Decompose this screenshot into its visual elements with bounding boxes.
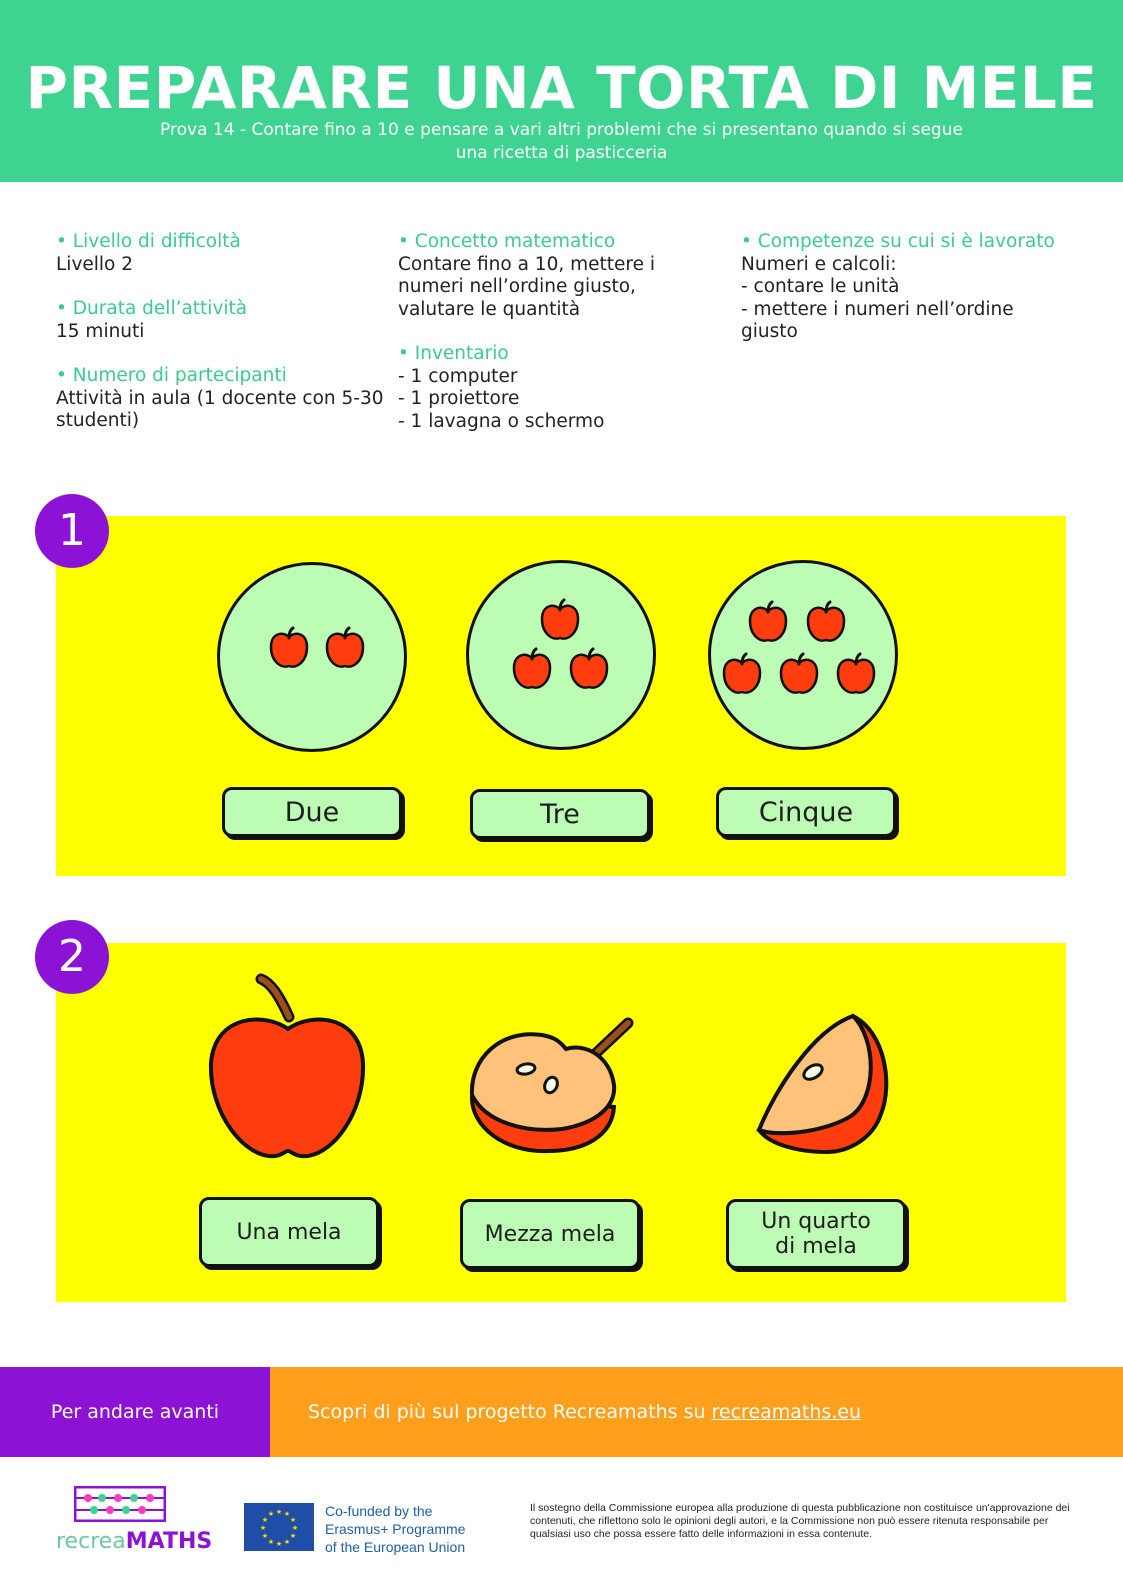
- svg-text:★: ★: [267, 1510, 275, 1518]
- svg-text:★: ★: [267, 1538, 275, 1546]
- info-value: - 1 computer - 1 proiettore - 1 lavagna o schermo: [398, 365, 605, 432]
- apple-icon: [750, 602, 786, 641]
- info-label: • Livello di difficoltà: [56, 231, 386, 254]
- svg-text:★: ★: [261, 1532, 269, 1540]
- step-1-badge: 1: [35, 494, 109, 568]
- info-label: • Concetto matematico: [398, 231, 668, 254]
- apple-icon: [781, 654, 817, 693]
- label-due: Due: [222, 787, 402, 837]
- label-una-mela: Una mela: [199, 1197, 379, 1267]
- whole-apple-icon: [205, 973, 370, 1163]
- apple-group-icon: [220, 565, 403, 748]
- apple-group-icon: [711, 563, 894, 746]
- label-tre: Tre: [470, 789, 650, 839]
- info-label: • Numero di partecipanti: [56, 365, 386, 388]
- label-cinque: Cinque: [716, 787, 896, 837]
- abacus-logo-icon: [74, 1486, 166, 1522]
- label-mezza-mela: Mezza mela: [460, 1199, 640, 1269]
- info-duration: [56, 298, 386, 343]
- apple-icon: [327, 628, 363, 667]
- svg-text:★: ★: [283, 1510, 291, 1518]
- info-column-2: [398, 231, 668, 455]
- svg-text:★: ★: [275, 1508, 283, 1516]
- info-participants: [56, 365, 386, 433]
- info-value: 15 minuti: [56, 320, 145, 342]
- info-value: Attività in aula (1 docente con 5-30 studenti): [56, 387, 384, 431]
- svg-text:★: ★: [291, 1524, 299, 1532]
- count-circle-three: [466, 560, 656, 750]
- svg-text:★: ★: [275, 1540, 283, 1548]
- apple-icon: [808, 602, 844, 641]
- svg-text:★: ★: [289, 1516, 297, 1524]
- logo-text-a: recrea: [56, 1529, 126, 1554]
- footer-next-steps: Per andare avanti: [0, 1367, 270, 1457]
- svg-text:★: ★: [261, 1516, 269, 1524]
- info-column-1: [56, 231, 386, 455]
- apple-icon: [724, 654, 760, 693]
- svg-text:★: ★: [289, 1532, 297, 1540]
- info-difficulty: [56, 231, 386, 276]
- info-label: • Durata dell’attività: [56, 298, 386, 321]
- info-value: Livello 2: [56, 253, 134, 275]
- page-title: PREPARARE UNA TORTA DI MELE: [25, 54, 1098, 122]
- apple-group-icon: [469, 563, 652, 746]
- footer-project-text: Scopri di più sul progetto Recreamaths su: [308, 1401, 706, 1423]
- footer-project-info: [270, 1367, 1123, 1457]
- eu-funding-text: Co-funded by the Erasmus+ Programme of the European Union: [325, 1503, 466, 1555]
- apple-icon: [838, 654, 874, 693]
- info-column-3: [741, 231, 1076, 366]
- eu-disclaimer: Il sostegno della Commissione europea alla produzione di questa pubblicazione non costituisce un'approvazione dei contenuti, che riflettono solo le opinioni degli autori, e la Commissione non può essere ritenuta responsabile per qualsiasi uso che possa essere fatto delle informazioni in essa contenute.: [530, 1502, 1070, 1540]
- info-skills: [741, 231, 1076, 344]
- info-value: Contare fino a 10, mettere i numeri nell’ordine giusto, valutare le quantità: [398, 253, 656, 320]
- info-concept: [398, 231, 668, 321]
- step-2-badge: 2: [35, 920, 109, 994]
- page-header: [0, 0, 1123, 182]
- info-label: • Competenze su cui si è lavorato: [741, 231, 1076, 254]
- apple-icon: [542, 600, 578, 639]
- info-label: • Inventario: [398, 343, 668, 366]
- info-value: Numeri e calcoli: - contare le unità - mettere i numeri nell’ordine giusto: [741, 253, 1014, 342]
- half-apple-icon: [466, 1015, 651, 1160]
- apple-icon: [514, 649, 550, 688]
- page-subtitle: Prova 14 - Contare fino a 10 e pensare a vari altri problemi che si presentano quando si segue una ricetta di pasticceria: [160, 120, 963, 163]
- svg-text:★: ★: [283, 1538, 291, 1546]
- recreamaths-logo: [56, 1529, 212, 1554]
- logo-text-b: MATHS: [125, 1529, 213, 1554]
- svg-text:★: ★: [259, 1524, 267, 1532]
- recreamaths-link[interactable]: recreamaths.eu: [711, 1401, 862, 1423]
- quarter-apple-icon: [753, 1012, 893, 1162]
- count-circle-two: [217, 562, 407, 752]
- count-circle-five: [708, 560, 898, 750]
- info-inventory: [398, 343, 668, 433]
- label-un-quarto-di-mela: Un quarto di mela: [726, 1199, 906, 1269]
- eu-flag-icon: [244, 1503, 314, 1551]
- apple-icon: [271, 628, 307, 667]
- apple-icon: [571, 649, 607, 688]
